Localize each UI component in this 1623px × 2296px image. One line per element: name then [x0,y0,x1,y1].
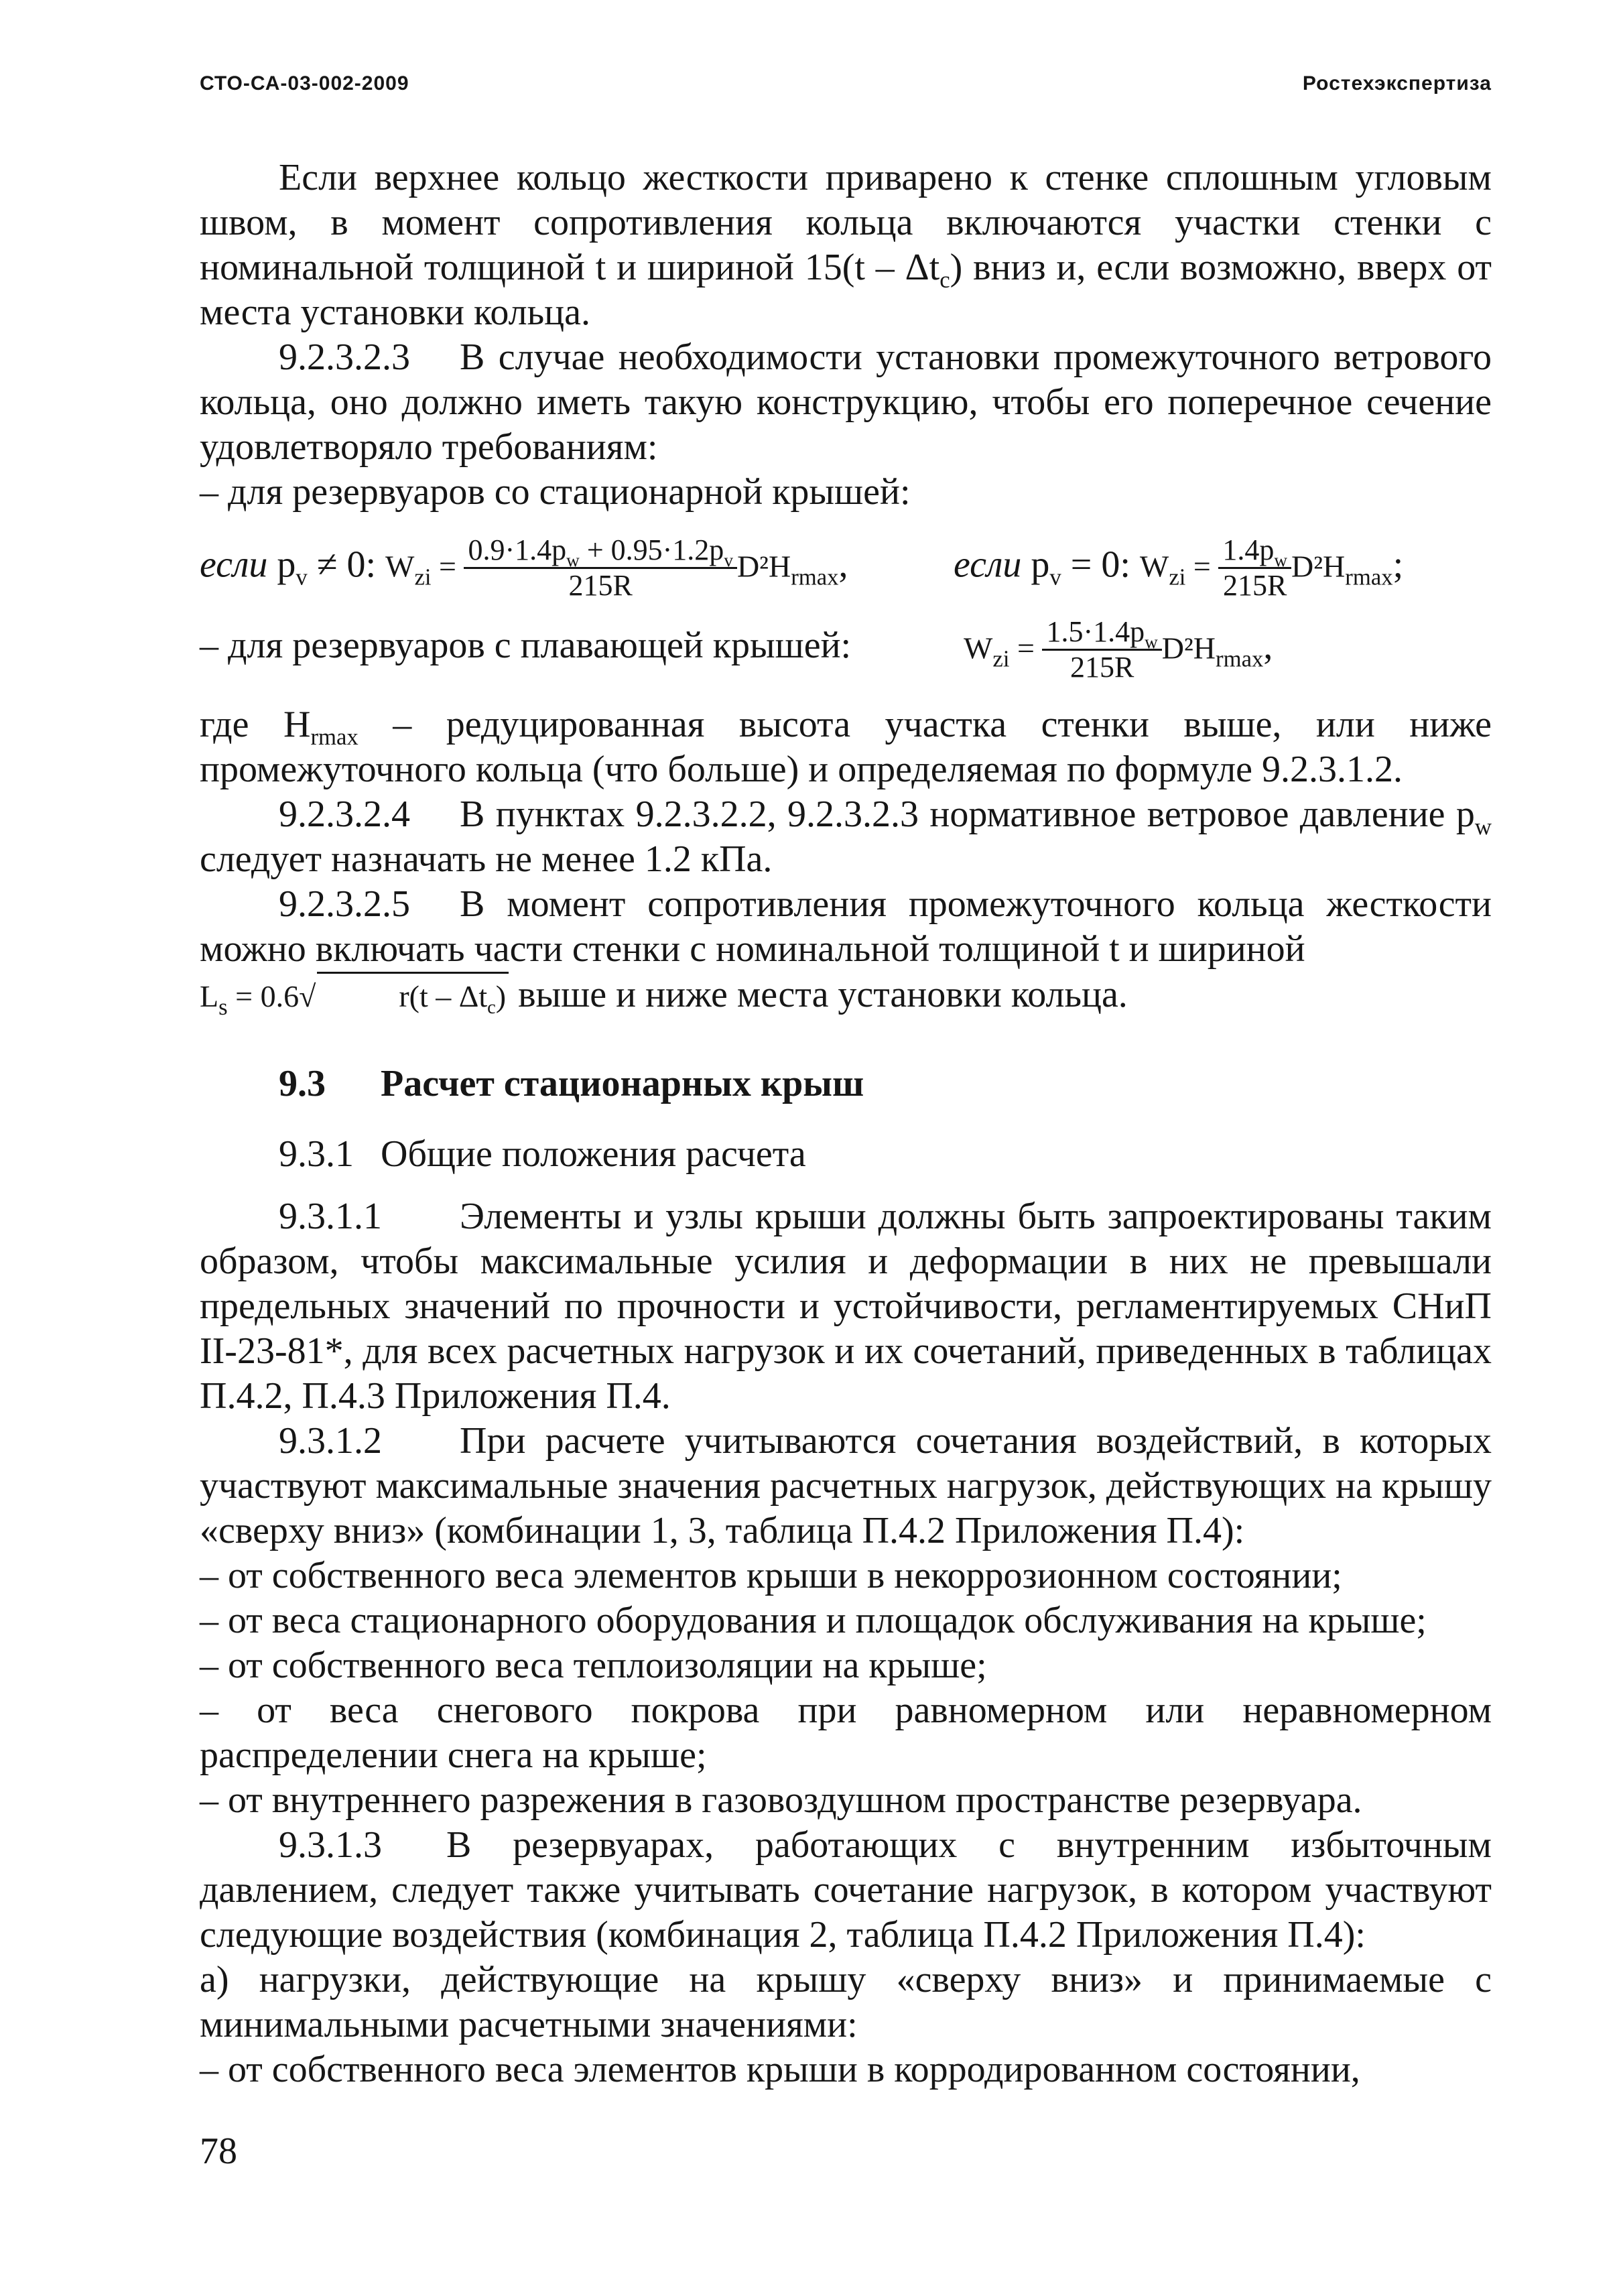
section-heading-9-3: 9.3 Расчет стационарных крыш [279,1063,864,1104]
formula-condition-zero: если $p_v = 0$: $W_{zi}$ = $\frac{1.4p_w}{215R}$ $D^2H_{rmax}$; [954,533,1404,602]
paragraph-9-2-3-2-5: 9.2.3.2.5 В момент сопротивления промежуточного кольца жесткости можно включать части стенки с номинальной толщиной t и шириной $L_s = 0.6√$ $r(t - \Delta t_c)$ выше и ниже места установки кольца. [200,883,1492,1021]
list-item: – от веса снегового покрова при равномерном или неравномерном распределении снега на крыше; [200,1689,1492,1776]
clause-number: 9.2.3.2.3 [279,336,410,378]
clause-number: 9.2.3.2.5 [279,883,410,925]
list-item: – от собственного веса теплоизоляции на крыше; [200,1645,987,1686]
clause-number: 9.2.3.2.4 [279,793,410,835]
list-item: – от внутреннего разрежения в газовоздушном пространстве резервуара. [200,1779,1362,1821]
formula-condition-nonzero: если $p_v \ne 0$: $W_{zi}$ = $\frac{0.9\cdot 1.4p_w + 0.95\cdot 1.2p_v}{215R}$ $D^2H_{rmax}$, [200,533,848,602]
paragraph-hrmax: где $H_{rmax}$ – редуцированная высота участка стенки выше, или ниже промежуточного кольца (что больше) и определяемая по формуле 9.2.3.1.2. [200,704,1492,790]
fraction: $\frac{1.5\cdot 1.4p_w}{215R}$ [1042,615,1161,684]
publisher-name: Ростехэкспертиза [1302,72,1492,94]
list-item: – от собственного веса элементов крыши в корродированном состоянии, [200,2049,1360,2090]
page-body [200,155,1492,2092]
item-fixed-roof: – для резервуаров со стационарной крышей: [200,471,911,513]
paragraph-9-3-1-2: 9.3.1.2 При расчете учитываются сочетания воздействий, в которых участвуют максимальные значения расчетных нагрузок, действующих на крышу «сверху вниз» (комбинации 1, 3, таблица П.4.2 Приложения П.4): [200,1420,1492,1551]
fraction: $\frac{1.4p_w}{215R}$ [1218,533,1291,602]
list-item: – от веса стационарного оборудования и площадок обслуживания на крыше; [200,1600,1427,1641]
item-floating-roof: – для резервуаров с плавающей крышей: [200,625,852,666]
page-number: 78 [200,2130,237,2172]
paragraph-9-3-1-1: 9.3.1.1 Элементы и узлы крыши должны быть запроектированы таким образом, чтобы максимальные усилия и деформации в них не превышали предельных значений по прочности и устойчивости, регламентируемых СНиП II-23-81*, для всех расчетных нагрузок и их сочетаний, приведенных в таблицах П.4.2, П.4.3 Приложения П.4. [200,1196,1492,1417]
clause-number: 9.3.1.2 [279,1420,382,1462]
clause-number: 9.3.1.3 [279,1824,382,1866]
paragraph-loads-a: а) нагрузки, действующие на крышу «сверху вниз» и принимаемые с минимальными расчетными значениями: [200,1959,1492,2045]
clause-number: 9.3.1.1 [279,1196,382,1237]
paragraph-ring-weld: Если верхнее кольцо жесткости приварено к стенке сплошным угловым швом, в момент сопротивления кольца включаются участки стенки с номинальной толщиной t и шириной $15(t - \Delta t_c)$ вниз и, если возможно, вверх от места установки кольца. [200,157,1492,333]
formula-floating: $W_{zi}$ = $\frac{1.5\cdot 1.4p_w}{215R}$ $D^2H_{rmax}$, [964,615,1273,684]
fraction: $\frac{0.9\cdot 1.4p_w + 0.95\cdot 1.2p_v}{215R}$ [464,533,736,602]
paragraph-9-2-3-2-3: 9.2.3.2.3 В случае необходимости установки промежуточного ветрового кольца, оно должно иметь такую конструкцию, чтобы его поперечное сечение удовлетворяло требованиям: [200,336,1492,468]
paragraph-9-2-3-2-4: 9.2.3.2.4 В пунктах 9.2.3.2.2, 9.2.3.2.3 нормативное ветровое давление $p_w$ следует назначать не менее 1.2 кПа. [200,793,1492,880]
formula-floating-roof [200,602,1492,702]
formula-fixed-roof [200,515,1492,602]
document-code: СТО-СА-03-002-2009 [200,72,409,94]
list-item: – от собственного веса элементов крыши в некоррозионном состоянии; [200,1555,1342,1596]
paragraph-9-3-1-3: 9.3.1.3 В резервуарах, работающих с внутренним избыточным давлением, следует также учитывать сочетание нагрузок, в котором участвуют следующие воздействия (комбинация 2, таблица П.4.2 Приложения П.4): [200,1824,1492,1956]
subsection-heading-9-3-1: 9.3.1 Общие положения расчета [279,1133,806,1175]
